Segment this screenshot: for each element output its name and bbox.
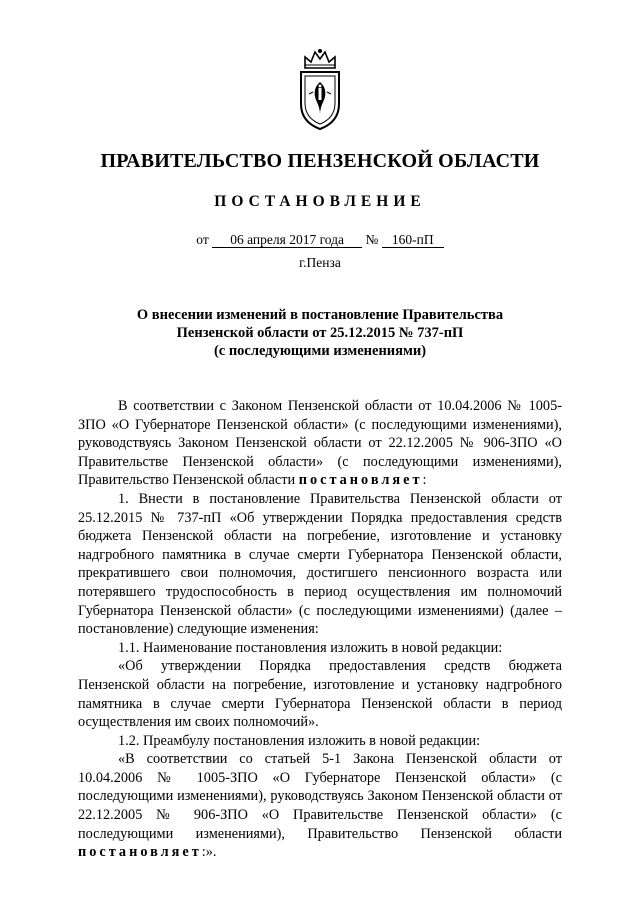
new-preamble-text: «В соответствии со статьей 5-1 Закона Пензенской области от 10.04.2006 № 1005-ЗПО «О Губернаторе Пензенской области» (с последующими изменениями), руководствуясь Законом Пензенской области от 22.12.2005 № 906-ЗПО «О Правительстве Пензенской области» (с последующими изменениями), Правительство Пензенской области [78, 751, 562, 842]
subject-line-1: О внесении изменений в постановление Правительства [136, 307, 504, 323]
new-preamble-action-word: постановляет [78, 844, 202, 861]
date-prefix: от [196, 232, 209, 247]
subject-line-3: (с последующими изменениями) [213, 343, 427, 359]
coat-of-arms-icon [295, 48, 345, 132]
preamble-end: : [422, 472, 427, 489]
document-number: 160-пП [382, 232, 444, 248]
paragraph-new-preamble [78, 750, 562, 862]
paragraph-item-1-2: 1.2. Преамбулу постановления изложить в новой редакции: [118, 732, 481, 749]
document-body [78, 397, 562, 862]
preamble-text: В соответствии с Законом Пензенской области от 10.04.2006 № 1005-ЗПО «О Губернаторе Пензенской области» (с последующими изменениями), руководствуясь Законом Пензенской области от 22.12.2005 № 906-ЗПО «О Правительстве Пензенской области» (с последующими изменениями), Правительство Пензенской области [78, 398, 562, 489]
paragraph-preamble [78, 397, 562, 490]
document-type: ПОСТАНОВЛЕНИЕ [214, 193, 426, 210]
date-number-line [0, 232, 640, 248]
paragraph-item-1-1: 1.1. Наименование постановления изложить в новой редакции: [118, 639, 503, 656]
paragraph-item-1: 1. Внести в постановление Правительства Пензенской области от 25.12.2015 № 737-пП «Об утверждении Порядка предоставления средств бюджета Пензенской области на погребение, изготовление и установку надгробного памятника в случае смерти Губернатора Пензенской области, прекратившего свои полномочия, достигшего пенсионного возраста или потерявшего трудоспособность в период осуществления им полномочий Губернатора Пензенской области» (с последующими изменениями) (далее – постановление) следующие изменения: [78, 490, 562, 638]
subject-line-2: Пензенской области от 25.12.2015 № 737-пП [176, 325, 464, 341]
action-word: постановляет [298, 472, 423, 489]
new-preamble-end: :». [201, 844, 217, 861]
document-subject [0, 306, 640, 360]
government-name: ПРАВИТЕЛЬСТВО ПЕНЗЕНСКОЙ ОБЛАСТИ [100, 150, 540, 172]
number-prefix: № [365, 232, 379, 247]
paragraph-new-title: «Об утверждении Порядка предоставления средств бюджета Пензенской области на погребение, изготовление и установку надгробного памятника в случае смерти Губернатора Пензенской области в период осуществления им своих полномочий». [78, 658, 562, 731]
city: г.Пенза [299, 255, 341, 270]
document-date: 06 апреля 2017 года [212, 232, 362, 248]
